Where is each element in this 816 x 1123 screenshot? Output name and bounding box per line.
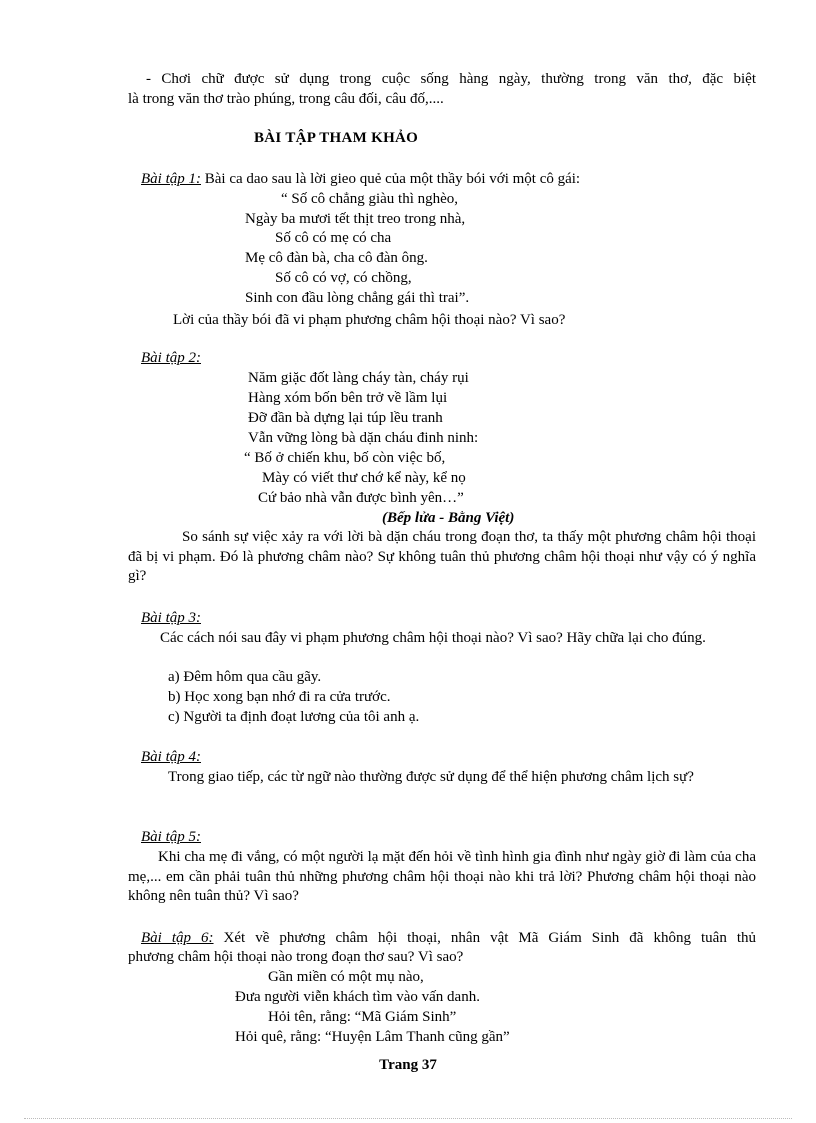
ex1-poem-line: Số cô có mẹ có cha [275, 230, 392, 246]
ex2-poem-line: Hàng xóm bốn bên trở về lầm lụi [248, 390, 448, 406]
exercise-3-label: Bài tập 3: [141, 610, 201, 626]
exercise-2-question: So sánh sự việc xảy ra với lời bà dặn cháu trong đoạn thơ, ta thấy một phương châm hội thoại đã bị vi phạm. Đó là phương châm nào? Sự không tuân thủ phương châm hội thoại như vậy có ý nghĩa gì? [128, 529, 756, 584]
exercise-1-header [141, 170, 580, 189]
ex2-poem-line: “ Bố ở chiến khu, bố còn việc bố, [244, 450, 446, 466]
exercise-3-item: a) Đêm hôm qua cầu gãy. [168, 669, 322, 685]
page-bottom-divider [24, 1118, 792, 1119]
ex2-poem-line: Vẫn vững lòng bà dặn cháu đinh ninh: [248, 430, 479, 446]
ex1-poem-line: Mẹ cô đàn bà, cha cô đàn ông. [245, 250, 428, 266]
intro-line-1: - Chơi chữ được sử dụng trong cuộc sống hàng ngày, thường trong văn thơ, đặc biệt [146, 71, 756, 87]
ex1-poem-line: Số cô có vợ, có chồng, [275, 270, 412, 286]
exercise-5-question: Khi cha mẹ đi vắng, có một người lạ mặt đến hỏi về tình hình gia đình như ngày giờ đi làm của cha mẹ,... em cần phải tuân thủ những phương châm hội thoại nào khi trả lời? Phương châm hội thoại nào không nên tuân thủ? Vì sao? [128, 849, 756, 904]
ex1-poem-line: Ngày ba mươi tết thịt treo trong nhà, [245, 211, 466, 227]
exercise-4-header [141, 748, 201, 767]
exercise-6-question-line-2: phương châm hội thoại nào trong đoạn thơ sau? Vì sao? [128, 949, 464, 965]
exercise-6-label: Bài tập 6: [141, 930, 214, 946]
ex6-poem-line: Đưa người viễn khách tìm vào vấn danh. [235, 989, 480, 1005]
intro-line-2: là trong văn thơ trào phúng, trong câu đối, câu đố,.... [128, 91, 444, 107]
exercise-2-header [141, 349, 201, 368]
exercise-1-question: Lời của thầy bói đã vi phạm phương châm hội thoại nào? Vì sao? [173, 312, 566, 328]
page-number: Trang 37 [379, 1057, 437, 1073]
exercise-1-intro: Bài ca dao sau là lời gieo quẻ của một thầy bói với một cô gái: [201, 171, 581, 187]
exercise-4-label: Bài tập 4: [141, 749, 201, 765]
exercise-5-header [141, 828, 201, 847]
ex2-poem-line: Cứ bảo nhà vẫn được bình yên…” [258, 490, 464, 506]
ex6-poem-line: Hỏi quê, rằng: “Huyện Lâm Thanh cũng gần” [235, 1029, 510, 1045]
ex6-poem-line: Hỏi tên, rằng: “Mã Giám Sinh” [268, 1009, 457, 1025]
exercise-3-item: c) Người ta định đoạt lương của tôi anh ạ. [168, 709, 420, 725]
exercise-2-label: Bài tập 2: [141, 350, 201, 366]
exercise-2-source: (Bếp lửa - Bằng Việt) [382, 510, 515, 526]
ex2-poem-line: Năm giặc đốt làng cháy tàn, cháy rụi [248, 370, 469, 386]
exercise-6-header [141, 929, 756, 949]
exercise-3-question: Các cách nói sau đây vi phạm phương châm hội thoại nào? Vì sao? Hãy chữa lại cho đúng. [160, 630, 706, 646]
ex1-poem-line: Sinh con đầu lòng chẳng gái thì trai”. [245, 290, 470, 306]
ex1-poem-line: “ Số cô chẳng giàu thì nghèo, [281, 191, 459, 207]
ex2-poem-line: Đỡ đần bà dựng lại túp lều tranh [248, 410, 443, 426]
exercise-6-question-line-1: Xét về phương châm hội thoại, nhân vật Mã Giám Sinh đã không tuân thủ [213, 930, 756, 946]
ex6-poem-line: Gần miền có một mụ nào, [268, 969, 424, 985]
exercise-1-label: Bài tập 1: [141, 171, 201, 187]
section-heading: BÀI TẬP THAM KHẢO [254, 130, 419, 146]
exercise-3-item: b) Học xong bạn nhớ đi ra cửa trước. [168, 689, 391, 705]
exercise-4-question: Trong giao tiếp, các từ ngữ nào thường được sử dụng để thể hiện phương châm lịch sự? [168, 769, 694, 785]
exercise-5-label: Bài tập 5: [141, 829, 201, 845]
exercise-3-header [141, 609, 201, 628]
ex2-poem-line: Mày có viết thư chớ kể này, kể nọ [262, 470, 466, 486]
